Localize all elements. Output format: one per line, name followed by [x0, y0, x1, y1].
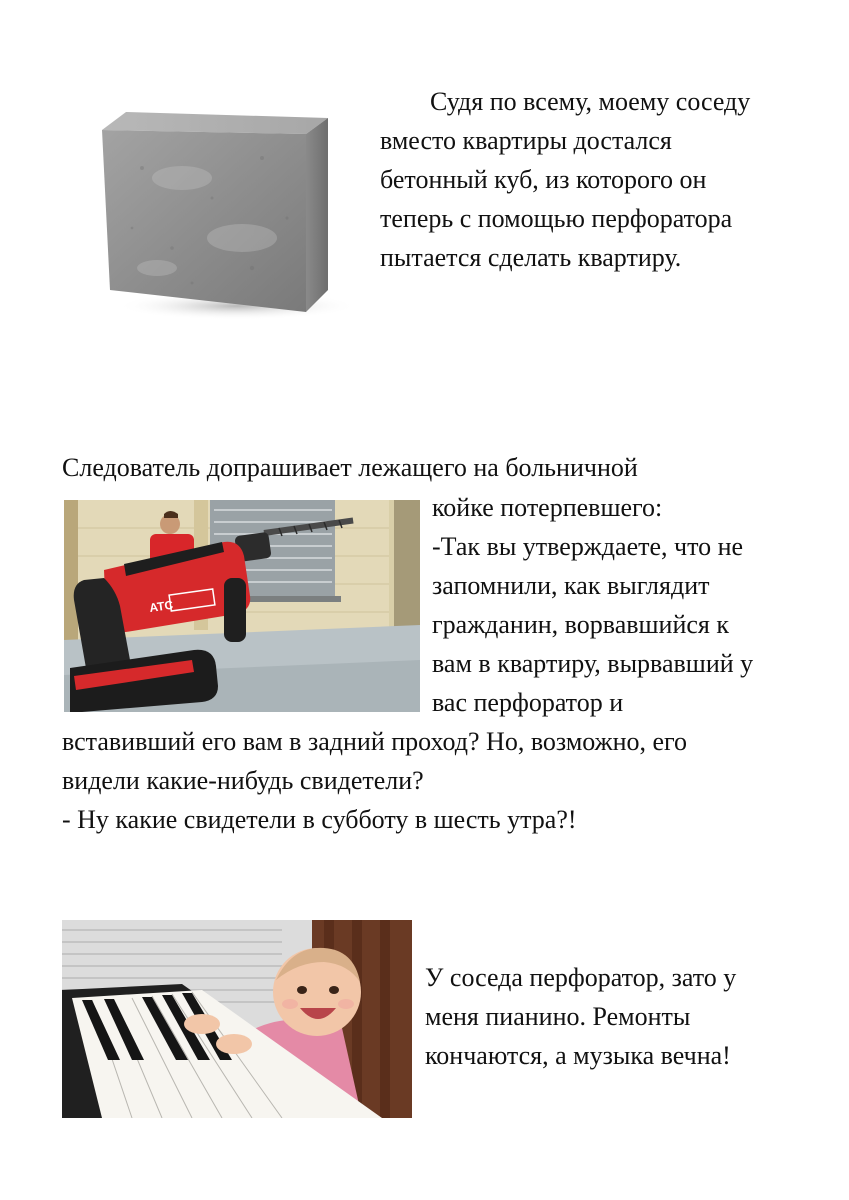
joke-2-line-7: вас перфоратор и	[432, 688, 624, 717]
joke-2-line-9: видели какие-нибудь свидетели?	[62, 766, 424, 795]
joke-1-line-3: бетонный куб, из которого он	[380, 165, 707, 194]
joke-2-line-8: вставивший его вам в задний проход? Но, возможно, его	[62, 727, 688, 756]
joke-2-line-6: вам в квартиру, вырвавший у	[432, 649, 754, 678]
baby-piano-image	[62, 920, 412, 1118]
joke-3-line-3: кончаются, а музыка вечна!	[425, 1041, 731, 1070]
concrete-cube-image	[62, 78, 352, 328]
joke-2-line-2: койке потерпевшего:	[432, 493, 663, 522]
joke-2-line-10: - Ну какие свидетели в субботу в шесть утра?!	[62, 805, 577, 834]
joke-2-line-4: запомнили, как выглядит	[432, 571, 710, 600]
joke-1-line-5: пытается сделать квартиру.	[380, 243, 682, 272]
joke-2-line-5: гражданин, ворвавшийся к	[432, 610, 730, 639]
joke-1-line-1: Судя по всему, моему соседу	[430, 87, 751, 116]
joke-3-line-2: меня пианино. Ремонты	[425, 1002, 691, 1031]
joke-3-line-1: У соседа перфоратор, зато у	[425, 963, 737, 992]
hammer-drill-image	[64, 500, 420, 712]
joke-1-line-2: вместо квартиры достался	[380, 126, 672, 155]
joke-1-line-4: теперь с помощью перфоратора	[380, 204, 733, 233]
drill-logo-text: ATC	[148, 597, 174, 615]
joke-2-line-1: Следователь допрашивает лежащего на больничной	[62, 453, 638, 482]
joke-2-line-3: -Так вы утверждаете, что не	[432, 532, 744, 561]
